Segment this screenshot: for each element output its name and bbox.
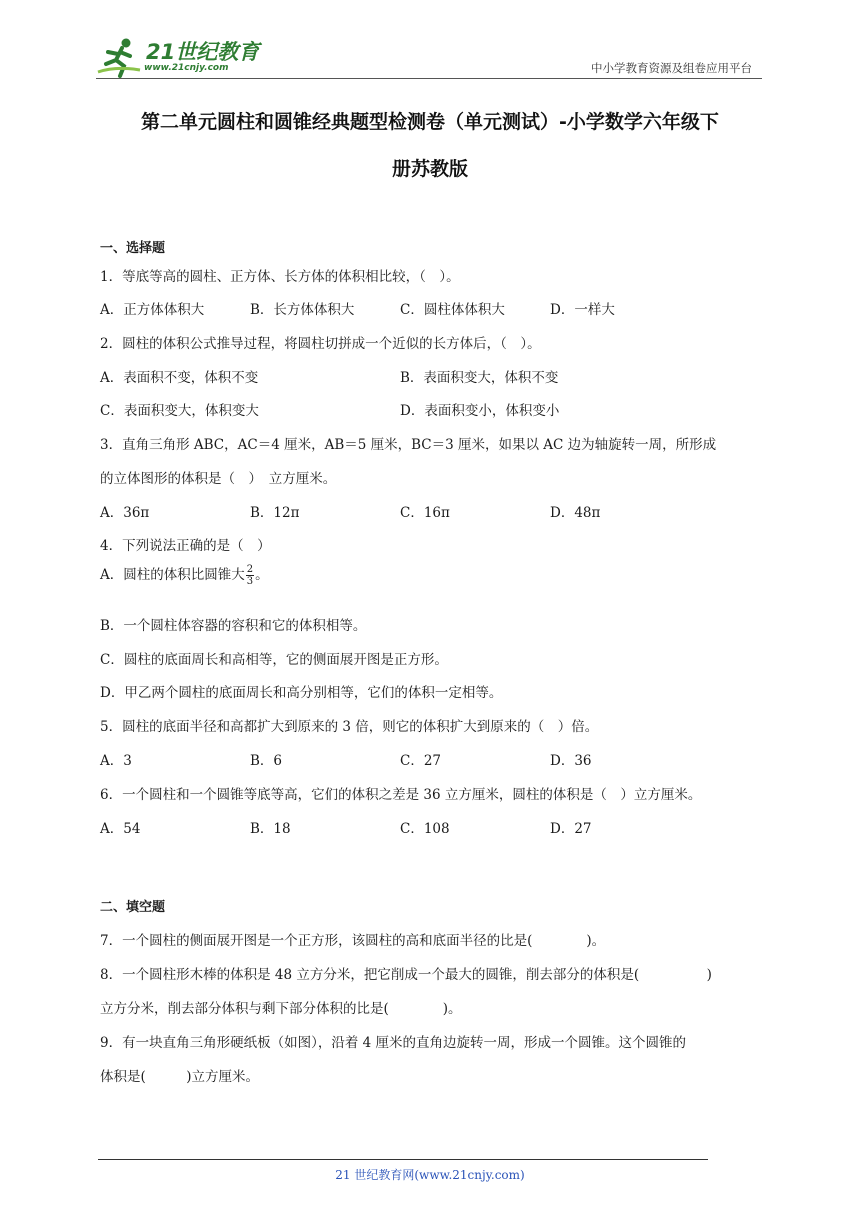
question-8-line2: 立方分米，削去部分体积与剩下部分体积的比是( )。 bbox=[100, 1001, 462, 1017]
logo-url: www.21cnjy.com bbox=[144, 63, 229, 73]
question-7: 7．一个圆柱的侧面展开图是一个正方形，该圆柱的高和底面半径的比是( )。 bbox=[100, 933, 606, 949]
site-logo[interactable] bbox=[96, 36, 266, 80]
fraction-two-thirds bbox=[246, 564, 254, 587]
q3-option-a[interactable]: A．36π bbox=[100, 505, 150, 521]
question-9-line2: 体积是( )立方厘米。 bbox=[100, 1069, 260, 1085]
section-heading-choice: 一、选择题 bbox=[100, 241, 166, 256]
question-8-line1: 8．一个圆柱形木棒的体积是 48 立方分米，把它削成一个最大的圆锥，削去部分的体积是( ) bbox=[100, 967, 712, 983]
q4-option-a-text: A．圆柱的体积比圆锥大 bbox=[100, 567, 245, 583]
document-title-line1: 第二单元圆柱和圆锥经典题型检测卷（单元测试）-小学数学六年级下 bbox=[141, 111, 719, 133]
q6-option-c[interactable]: C．108 bbox=[400, 821, 450, 837]
q6-option-b[interactable]: B．18 bbox=[250, 821, 291, 837]
q2-option-a[interactable]: A．表面积不变，体积不变 bbox=[100, 370, 259, 386]
q1-option-d[interactable]: D．一样大 bbox=[550, 302, 615, 318]
question-5-stem: 5．圆柱的底面半径和高都扩大到原来的 3 倍，则它的体积扩大到原来的（ ）倍。 bbox=[100, 719, 599, 735]
q4-option-a[interactable] bbox=[100, 563, 269, 587]
runner-logo-icon bbox=[96, 36, 144, 80]
q5-option-a[interactable]: A．3 bbox=[100, 753, 132, 769]
footer-divider bbox=[98, 1159, 708, 1160]
q4-option-d[interactable]: D．甲乙两个圆柱的底面周长和高分别相等，它们的体积一定相等。 bbox=[100, 685, 503, 701]
section-heading-fill: 二、填空题 bbox=[100, 900, 166, 915]
q3-option-b[interactable]: B．12π bbox=[250, 505, 300, 521]
q1-option-c[interactable]: C．圆柱体体积大 bbox=[400, 302, 505, 318]
q2-option-c[interactable]: C．表面积变大，体积变大 bbox=[100, 403, 259, 419]
question-9-line1: 9．有一块直角三角形硬纸板（如图），沿着 4 厘米的直角边旋转一周，形成一个圆锥。这个圆锥的 bbox=[100, 1035, 687, 1051]
q1-option-a[interactable]: A．正方体体积大 bbox=[100, 302, 205, 318]
logo-wordmark: 21世纪教育 bbox=[146, 40, 260, 64]
q2-option-d[interactable]: D．表面积变小，体积变小 bbox=[400, 403, 560, 419]
question-4-stem: 4．下列说法正确的是（ ） bbox=[100, 538, 271, 554]
q3-option-d[interactable]: D．48π bbox=[550, 505, 601, 521]
question-1-stem: 1．等底等高的圆柱、正方体、长方体的体积相比较，（ ）。 bbox=[100, 269, 460, 285]
q6-option-a[interactable]: A．54 bbox=[100, 821, 141, 837]
header-divider bbox=[96, 78, 762, 79]
question-3-stem-line2: 的立体图形的体积是（ ） 立方厘米。 bbox=[100, 471, 337, 487]
question-3-stem-line1: 3．直角三角形 ABC，AC＝4 厘米，AB＝5 厘米，BC＝3 厘米，如果以 AC 边为轴旋转一周，所形成 bbox=[100, 437, 717, 453]
q5-option-d[interactable]: D．36 bbox=[550, 753, 592, 769]
page-header bbox=[96, 30, 762, 80]
q4-option-b[interactable]: B．一个圆柱体容器的容积和它的体积相等。 bbox=[100, 618, 367, 634]
q5-option-c[interactable]: C．27 bbox=[400, 753, 442, 769]
header-tagline: 中小学教育资源及组卷应用平台 bbox=[591, 61, 752, 75]
document-title-line2: 册苏教版 bbox=[391, 158, 468, 180]
question-6-stem: 6．一个圆柱和一个圆锥等底等高，它们的体积之差是 36 立方厘米，圆柱的体积是（ ）立方厘米。 bbox=[100, 787, 702, 803]
q1-option-b[interactable]: B．长方体体积大 bbox=[250, 302, 355, 318]
q5-option-b[interactable]: B．6 bbox=[250, 753, 283, 769]
q4-option-c[interactable]: C．圆柱的底面周长和高相等，它的侧面展开图是正方形。 bbox=[100, 652, 448, 668]
q3-option-c[interactable]: C．16π bbox=[400, 505, 450, 521]
q2-option-b[interactable]: B．表面积变大，体积不变 bbox=[400, 370, 559, 386]
footer-link[interactable]: 21 世纪教育网(www.21cnjy.com) bbox=[335, 1168, 525, 1182]
fraction-denominator: 3 bbox=[246, 576, 254, 587]
q4-option-a-end: 。 bbox=[255, 567, 269, 583]
question-2-stem: 2．圆柱的体积公式推导过程，将圆柱切拼成一个近似的长方体后，（ ）。 bbox=[100, 336, 541, 352]
q6-option-d[interactable]: D．27 bbox=[550, 821, 592, 837]
fraction-numerator: 2 bbox=[246, 564, 254, 575]
